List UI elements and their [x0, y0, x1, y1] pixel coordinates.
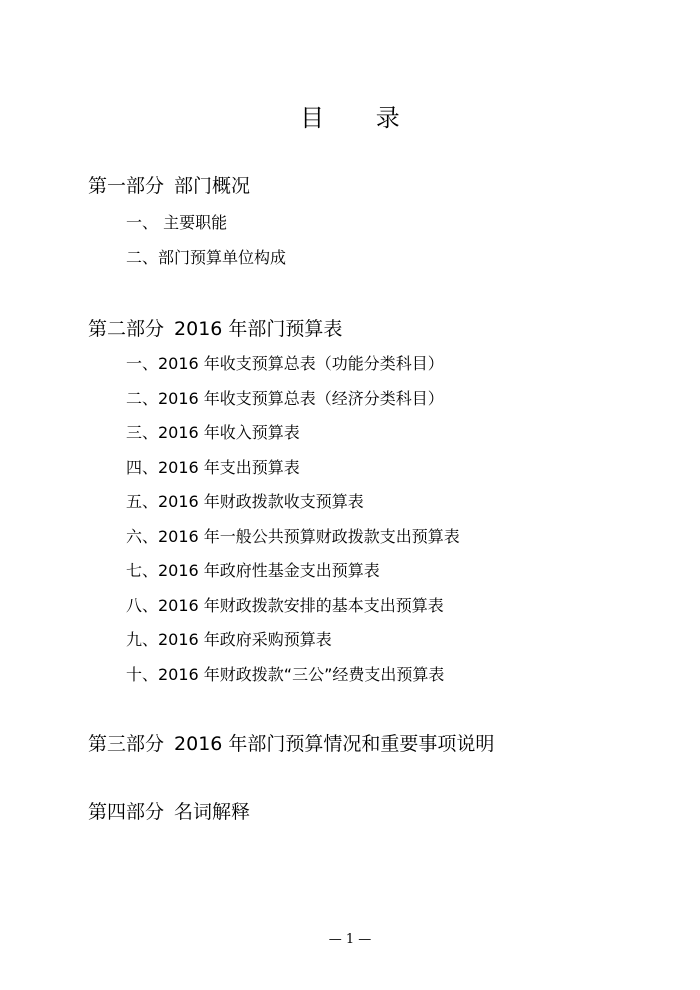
- toc-part-2-items: [88, 347, 668, 692]
- part-label: 第三部分: [88, 733, 165, 755]
- toc-part-3[interactable]: [88, 726, 668, 762]
- part-heading: 名词解释: [174, 801, 251, 823]
- toc-item[interactable]: 二、2016 年收支预算总表（经济分类科目）: [126, 388, 444, 408]
- part-heading: 部门概况: [174, 175, 251, 197]
- toc-part-1-items: [88, 206, 668, 275]
- toc-item[interactable]: 一、 主要职能: [126, 213, 228, 232]
- toc-part-1[interactable]: [88, 168, 668, 204]
- toc-item[interactable]: 六、2016 年一般公共预算财政拨款支出预算表: [126, 526, 460, 546]
- page-title: 目 录: [300, 104, 422, 132]
- toc-item[interactable]: 八、2016 年财政拨款安排的基本支出预算表: [126, 595, 444, 615]
- toc-item[interactable]: 十、2016 年财政拨款“三公”经费支出预算表: [126, 664, 445, 684]
- toc-item[interactable]: 一、2016 年收支预算总表（功能分类科目）: [126, 354, 444, 373]
- page-number: — 1 —: [328, 932, 372, 947]
- toc-item[interactable]: 四、2016 年支出预算表: [126, 457, 300, 477]
- toc-item[interactable]: 九、2016 年政府采购预算表: [126, 630, 332, 649]
- toc-item[interactable]: 五、2016 年财政拨款收支预算表: [126, 492, 364, 511]
- toc-item[interactable]: 三、2016 年收入预算表: [126, 423, 300, 442]
- toc-item[interactable]: 七、2016 年政府性基金支出预算表: [126, 561, 380, 580]
- part-heading: 2016 年部门预算表: [174, 318, 343, 340]
- table-of-contents: [88, 168, 668, 830]
- part-label: 第四部分: [88, 801, 165, 823]
- part-heading: 2016 年部门预算情况和重要事项说明: [174, 733, 495, 755]
- part-label: 第二部分: [88, 318, 165, 340]
- toc-part-4[interactable]: [88, 794, 668, 830]
- toc-part-2[interactable]: [88, 311, 668, 347]
- toc-item[interactable]: 二、部门预算单位构成: [126, 247, 287, 267]
- part-label: 第一部分: [88, 175, 165, 197]
